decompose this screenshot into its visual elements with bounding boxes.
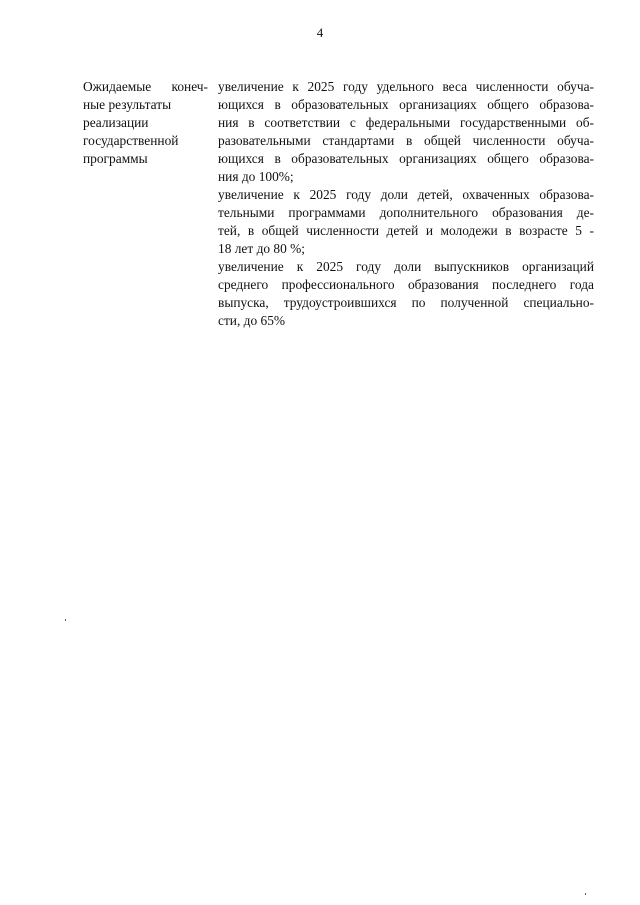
result-line: ющихся в образовательных организациях общего образова- <box>218 151 594 166</box>
scan-speck <box>585 893 586 895</box>
result-line: сти, до 65% <box>218 313 286 328</box>
scan-speck <box>65 619 66 621</box>
result-item <box>218 78 594 186</box>
result-line: увеличение к 2025 году удельного веса численности обуча- <box>218 79 594 94</box>
result-line: увеличение к 2025 году доли выпускников организаций <box>218 259 594 274</box>
result-line: среднего профессионального образования последнего года <box>218 277 594 292</box>
result-line: тей, в общей численности детей и молодежи в возрасте 5 - <box>218 223 594 238</box>
row-label-line: реализации <box>83 115 149 130</box>
result-item <box>218 258 594 330</box>
result-line: разовательными стандартами в общей численности обуча- <box>218 133 594 148</box>
result-line: тельными программами дополнительного образования де- <box>218 205 594 220</box>
expected-results-text <box>218 78 594 330</box>
row-label-line: Ожидаемые конеч- <box>83 79 208 94</box>
row-label-line: государственной <box>83 133 179 148</box>
result-line: ющихся в образовательных организациях общего образова- <box>218 97 594 112</box>
result-line: ния в соответствии с федеральными государственными об- <box>218 115 594 130</box>
result-line: ния до 100%; <box>218 169 294 184</box>
row-label-line: ные результаты <box>83 97 172 112</box>
result-item <box>218 186 594 258</box>
result-line: 18 лет до 80 %; <box>218 241 306 256</box>
result-line: выпуска, трудоустроившихся по полученной специально- <box>218 295 594 310</box>
row-label <box>83 78 208 168</box>
result-line: увеличение к 2025 году доли детей, охваченных образова- <box>218 187 594 202</box>
row-label-line: программы <box>83 151 148 166</box>
page-number: 4 <box>316 25 324 40</box>
